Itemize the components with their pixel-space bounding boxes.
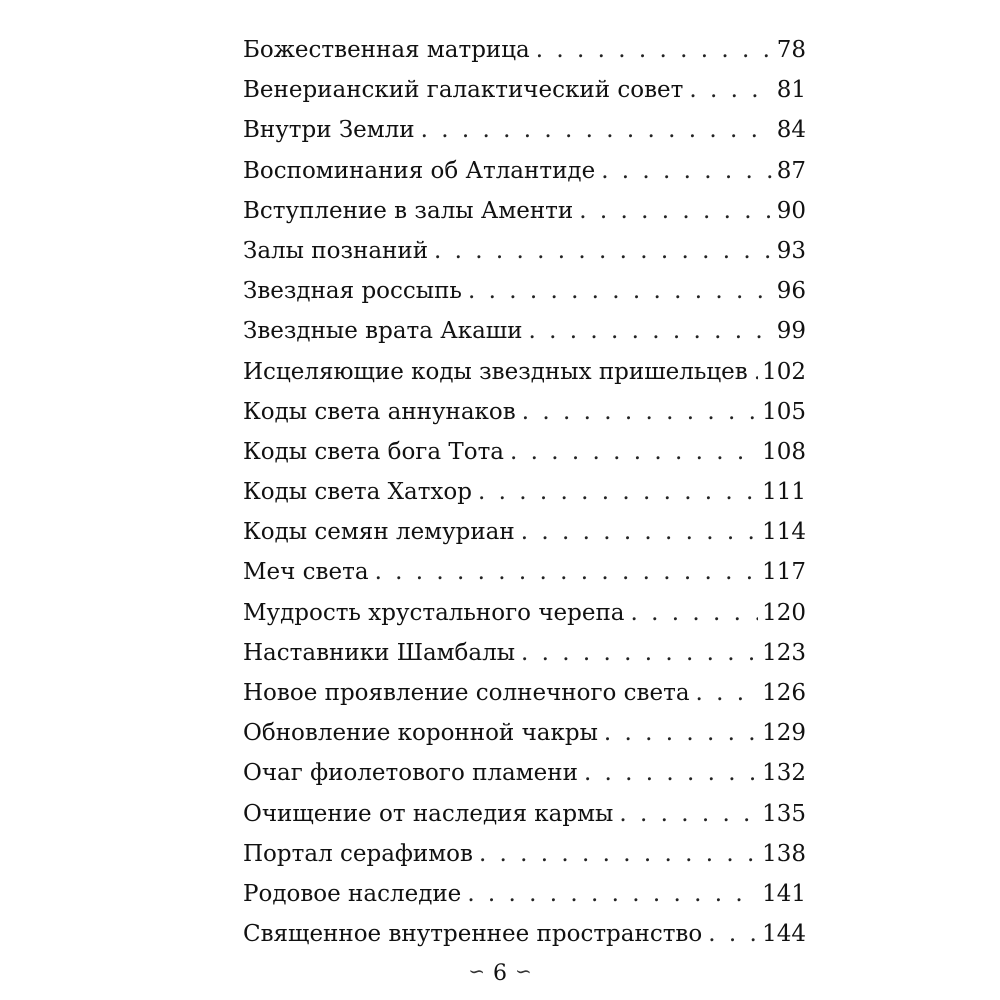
toc-dot-leader: [521, 633, 758, 673]
toc-dot-leader: [689, 70, 772, 110]
toc-dot-leader: [434, 231, 773, 271]
toc-entry-title: Коды света аннунаков: [243, 398, 516, 425]
toc-entry: [243, 271, 806, 311]
toc-dot-leader: [479, 834, 758, 874]
toc-entry-page-number: 93: [776, 237, 806, 264]
toc-entry-title: Коды света бога Тота: [243, 438, 505, 465]
toc-entry-title: Вступление в залы Аменти: [243, 197, 574, 224]
toc-dot-leader: [601, 151, 773, 191]
toc-entry: [243, 713, 806, 753]
toc-dot-leader: [521, 512, 758, 552]
toc-entry-page-number: 87: [776, 157, 806, 184]
toc-entry-page-number: 105: [762, 398, 806, 425]
ornament-left-icon: ∽: [468, 959, 485, 983]
toc-entry-page-number: 135: [762, 800, 806, 827]
toc-entry: [243, 472, 806, 512]
toc-dot-leader: [522, 392, 758, 432]
toc-entry-title: Обновление коронной чакры: [243, 720, 598, 747]
toc-dot-leader: [529, 311, 773, 351]
toc-entry-page-number: 84: [776, 117, 806, 144]
toc-entry-page-number: 123: [762, 639, 806, 666]
toc-entry-title: Новое проявление солнечного света: [243, 680, 690, 706]
toc-entry-page-number: 108: [762, 438, 806, 465]
toc-entry-page-number: 126: [762, 680, 806, 706]
toc-entry: [243, 151, 806, 191]
toc-entry-page-number: 138: [762, 840, 806, 867]
toc-dot-leader: [421, 110, 773, 150]
toc-dot-leader: [631, 593, 759, 633]
toc-dot-leader: [604, 713, 758, 753]
toc-entry-page-number: 117: [762, 559, 806, 586]
toc-entry: [243, 914, 806, 954]
toc-entry-page-number: 114: [762, 519, 806, 546]
toc-entry: [243, 874, 806, 914]
toc-entry-title: Звездные врата Акаши: [243, 318, 523, 345]
toc-entry-page-number: 78: [776, 37, 806, 63]
toc-entry: [243, 794, 806, 834]
toc-entry: [243, 834, 806, 874]
toc-entry-title: Звездная россыпь: [243, 278, 462, 305]
table-of-contents: [243, 30, 806, 954]
toc-dot-leader: [375, 552, 759, 592]
toc-entry: [243, 753, 806, 793]
toc-entry-title: Исцеляющие коды звездных пришельцев: [243, 358, 748, 385]
toc-entry: [243, 110, 806, 150]
toc-entry: [243, 512, 806, 552]
toc-entry-title: Очищение от наследия кармы: [243, 800, 614, 827]
toc-entry-title: Мудрость хрустального черепа: [243, 599, 625, 626]
toc-entry: [243, 231, 806, 271]
toc-entry-title: Родовое наследие: [243, 880, 462, 907]
toc-entry-page-number: 81: [776, 77, 806, 104]
toc-dot-leader: [468, 271, 773, 311]
toc-entry-title: Портал серафимов: [243, 840, 473, 867]
toc-entry-title: Меч света: [243, 559, 369, 586]
toc-entry-page-number: 99: [776, 318, 806, 345]
toc-entry-title: Коды семян лемуриан: [243, 519, 515, 546]
toc-entry-page-number: 144: [762, 921, 806, 948]
toc-entry: [243, 352, 806, 392]
toc-entry-page-number: 141: [762, 880, 806, 907]
toc-entry: [243, 30, 806, 70]
toc-entry: [243, 673, 806, 713]
toc-entry: [243, 593, 806, 633]
toc-dot-leader: [478, 472, 758, 512]
toc-dot-leader: [619, 794, 758, 834]
ornament-right-icon: ∽: [515, 959, 532, 983]
toc-entry: [243, 392, 806, 432]
toc-entry-title: Внутри Земли: [243, 117, 415, 144]
toc-entry-title: Коды света Хатхор: [243, 479, 472, 506]
toc-entry: [243, 552, 806, 592]
toc-entry-page-number: 129: [762, 720, 806, 747]
toc-entry-page-number: 90: [776, 197, 806, 224]
toc-dot-leader: [510, 432, 758, 472]
toc-dot-leader: [467, 874, 758, 914]
toc-dot-leader: [579, 191, 772, 231]
toc-entry-title: Божественная матрица: [243, 37, 530, 63]
toc-entry: [243, 70, 806, 110]
toc-dot-leader: [708, 914, 758, 954]
toc-dot-leader: [536, 30, 773, 70]
toc-entry-page-number: 96: [776, 278, 806, 305]
toc-entry-title: Священное внутреннее пространство: [243, 921, 703, 948]
toc-entry: [243, 633, 806, 673]
toc-entry: [243, 432, 806, 472]
page-number: 6: [493, 961, 507, 986]
toc-entry-page-number: 120: [762, 599, 806, 626]
toc-entry-page-number: 132: [762, 760, 806, 787]
toc-entry-title: Залы познаний: [243, 237, 429, 264]
toc-entry-title: Наставники Шамбалы: [243, 639, 516, 666]
toc-entry-page-number: 111: [762, 479, 806, 506]
toc-entry-title: Воспоминания об Атлантиде: [243, 157, 596, 184]
toc-entry-title: Венерианский галактический совет: [243, 77, 684, 104]
toc-entry-title: Очаг фиолетового пламени: [243, 760, 578, 787]
toc-entry-page-number: 102: [762, 358, 806, 385]
toc-entry: [243, 311, 806, 351]
toc-entry: [243, 191, 806, 231]
page-footer: [0, 958, 1000, 989]
toc-dot-leader: [696, 673, 759, 713]
toc-dot-leader: [584, 753, 758, 793]
